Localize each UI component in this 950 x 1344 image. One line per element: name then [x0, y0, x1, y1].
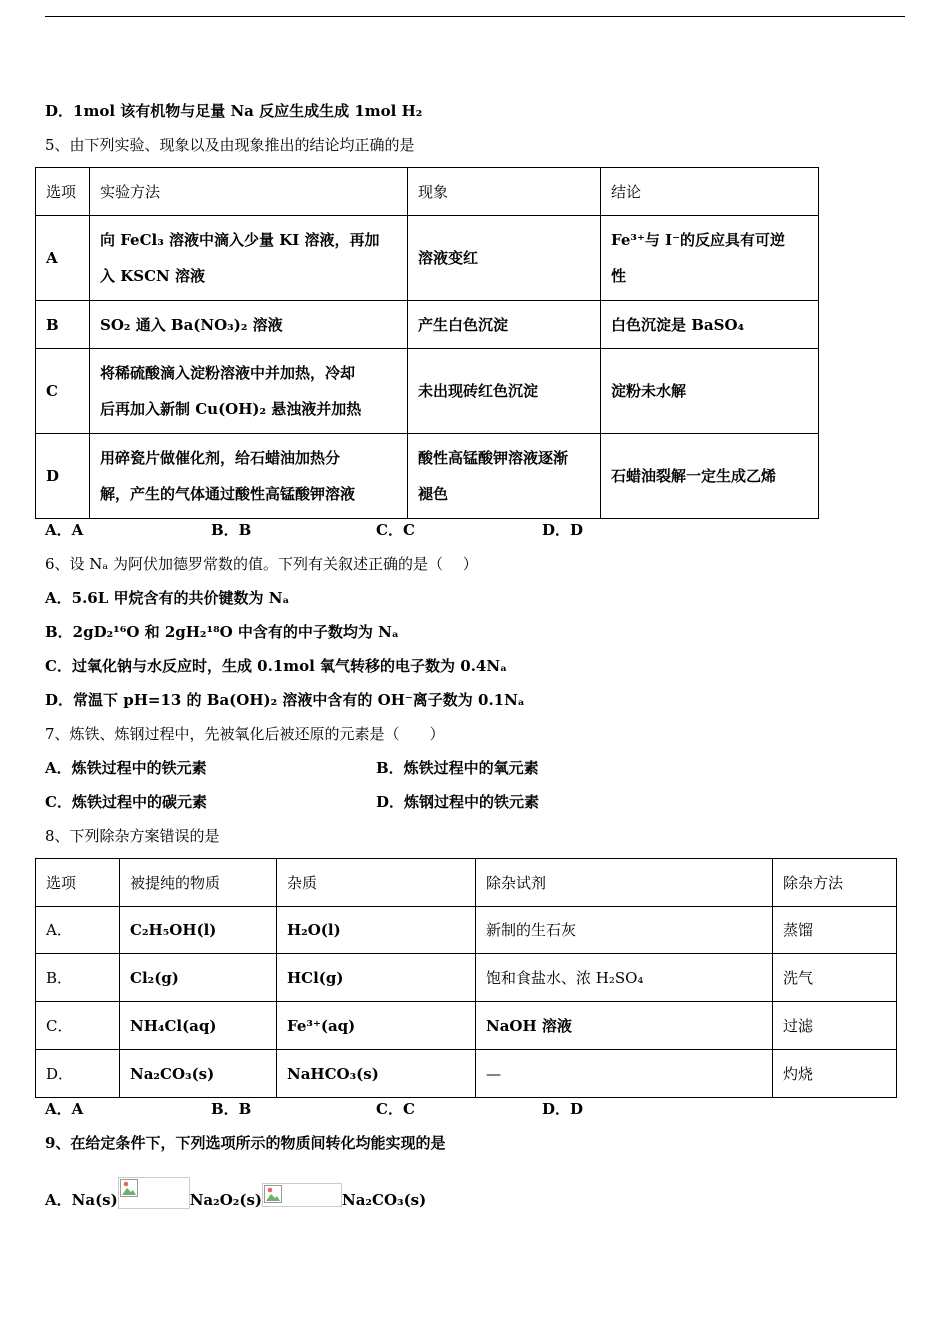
q6-option-b: B．2gD₂¹⁶O 和 2gH₂¹⁸O 中含有的中子数均为 Nₐ	[45, 623, 399, 641]
q8-cell: 灼烧	[773, 1050, 897, 1098]
q5-choice-c: C．C	[376, 521, 415, 539]
q8-choice-a: A．A	[45, 1100, 84, 1118]
q5-row-method: 将稀硫酸滴入淀粉溶液中并加热，冷却 后再加入新制 Cu(OH)₂ 悬浊液并加热	[90, 349, 408, 434]
q9-option-a-end: Na₂CO₃(s)	[342, 1191, 427, 1209]
q5-table	[35, 167, 819, 519]
q5-row-phenomenon: 酸性高锰酸钾溶液逐渐 褪色	[408, 434, 601, 519]
q5-row-phenomenon: 未出现砖红色沉淀	[408, 349, 601, 434]
q5-row-d	[36, 434, 819, 519]
q5-stem: 5、由下列实验、现象以及由现象推出的结论均正确的是	[45, 136, 415, 154]
q8-row-c	[36, 1002, 897, 1050]
q5-row-conclusion: 淀粉未水解	[601, 349, 819, 434]
q5-row-option: C	[36, 349, 90, 434]
q8-header-method: 除杂方法	[773, 859, 897, 907]
q5-row-method: 向 FeCl₃ 溶液中滴入少量 KI 溶液，再加 入 KSCN 溶液	[90, 216, 408, 301]
q5-header-phenomenon: 现象	[408, 168, 601, 216]
q8-cell: NH₄Cl(aq)	[120, 1002, 277, 1050]
q8-row-b	[36, 954, 897, 1002]
q8-row-a	[36, 907, 897, 954]
q7-option-b: B．炼铁过程中的氧元素	[376, 759, 539, 777]
q5-row-conclusion: Fe³⁺与 I⁻的反应具有可逆 性	[601, 216, 819, 301]
q8-cell: A．	[36, 907, 120, 954]
q5-header-method: 实验方法	[90, 168, 408, 216]
q5-row-phenomenon: 溶液变红	[408, 216, 601, 301]
q8-cell: Na₂CO₃(s)	[120, 1050, 277, 1098]
q8-cell: C．	[36, 1002, 120, 1050]
q8-choice-d: D．D	[542, 1100, 584, 1118]
q5-row-option: B	[36, 301, 90, 349]
q8-row-d	[36, 1050, 897, 1098]
q8-cell: D．	[36, 1050, 120, 1098]
q5-row-option: D	[36, 434, 90, 519]
q5-header-conclusion: 结论	[601, 168, 819, 216]
q7-option-a: A．炼铁过程中的铁元素	[45, 759, 207, 777]
q5-choice-a: A．A	[45, 521, 84, 539]
q8-cell: C₂H₅OH(l)	[120, 907, 277, 954]
missing-image-icon	[262, 1183, 342, 1207]
q8-cell: 蒸馏	[773, 907, 897, 954]
q5-row-c	[36, 349, 819, 434]
q9-stem: 9、在给定条件下，下列选项所示的物质间转化均能实现的是	[45, 1134, 446, 1152]
q4-option-d: D．1mol 该有机物与足量 Na 反应生成生成 1mol H₂	[45, 102, 423, 120]
q5-row-phenomenon: 产生白色沉淀	[408, 301, 601, 349]
q8-cell: HCl(g)	[277, 954, 476, 1002]
q8-cell: 饱和食盐水、浓 H₂SO₄	[476, 954, 773, 1002]
q8-cell: 洗气	[773, 954, 897, 1002]
q9-option-a-mid: Na₂O₂(s)	[189, 1191, 262, 1209]
header-rule	[45, 16, 905, 17]
q6-option-c: C．过氧化钠与水反应时，生成 0.1mol 氧气转移的电子数为 0.4Nₐ	[45, 657, 508, 675]
q7-option-d: D．炼钢过程中的铁元素	[376, 793, 540, 811]
q5-choice-d: D．D	[542, 521, 584, 539]
q8-header-option: 选项	[36, 859, 120, 907]
q8-cell: NaHCO₃(s)	[277, 1050, 476, 1098]
q8-cell: Cl₂(g)	[120, 954, 277, 1002]
q8-header-reagent: 除杂试剂	[476, 859, 773, 907]
q8-stem: 8、下列除杂方案错误的是	[45, 827, 220, 845]
q8-cell: —	[476, 1050, 773, 1098]
q5-row-option: A	[36, 216, 90, 301]
q8-cell: 过滤	[773, 1002, 897, 1050]
q5-row-method: 用碎瓷片做催化剂，给石蜡油加热分 解，产生的气体通过酸性高锰酸钾溶液	[90, 434, 408, 519]
q5-choice-b: B．B	[211, 521, 252, 539]
q7-stem: 7、炼铁、炼钢过程中，先被氧化后被还原的元素是（ ）	[45, 725, 445, 743]
q6-option-a: A．5.6L 甲烷含有的共价键数为 Nₐ	[45, 589, 290, 607]
missing-image-icon	[118, 1177, 190, 1209]
q8-choice-c: C．C	[376, 1100, 415, 1118]
q8-table	[35, 858, 897, 1098]
q9-option-a	[45, 1177, 426, 1211]
q5-row-conclusion: 石蜡油裂解一定生成乙烯	[601, 434, 819, 519]
q8-header-impurity: 杂质	[277, 859, 476, 907]
q8-cell: 新制的生石灰	[476, 907, 773, 954]
q8-cell: H₂O(l)	[277, 907, 476, 954]
q5-row-b	[36, 301, 819, 349]
q8-header-substance: 被提纯的物质	[120, 859, 277, 907]
q6-option-d: D．常温下 pH=13 的 Ba(OH)₂ 溶液中含有的 OH⁻离子数为 0.1Nₐ	[45, 691, 525, 709]
q9-option-a-start: A．Na(s)	[45, 1191, 118, 1209]
q6-stem: 6、设 Nₐ 为阿伏加德罗常数的值。下列有关叙述正确的是（ ）	[45, 555, 478, 573]
q8-cell: NaOH 溶液	[476, 1002, 773, 1050]
q5-header-option: 选项	[36, 168, 90, 216]
q8-choice-b: B．B	[211, 1100, 252, 1118]
q8-cell: Fe³⁺(aq)	[277, 1002, 476, 1050]
q8-cell: B．	[36, 954, 120, 1002]
q5-row-a	[36, 216, 819, 301]
q5-row-method: SO₂ 通入 Ba(NO₃)₂ 溶液	[90, 301, 408, 349]
q7-option-c: C．炼铁过程中的碳元素	[45, 793, 207, 811]
q5-row-conclusion: 白色沉淀是 BaSO₄	[601, 301, 819, 349]
